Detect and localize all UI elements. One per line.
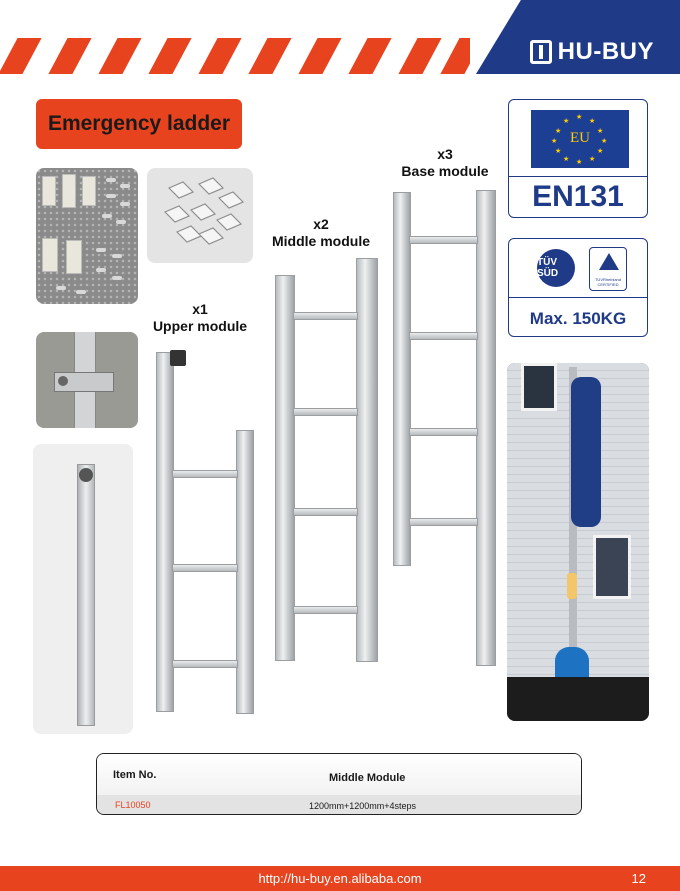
page-title: Emergency ladder bbox=[36, 99, 242, 149]
row-description: 1200mm+1200mm+4steps bbox=[309, 801, 417, 811]
header-module: Middle Module bbox=[329, 772, 406, 784]
en131-standard: EN131 bbox=[532, 180, 624, 213]
header-item-no: Item No. bbox=[113, 769, 157, 781]
middle-module-qty: x2 bbox=[313, 216, 329, 232]
brand-logo bbox=[530, 38, 654, 66]
eu-flag-icon: ★ ★ ★ ★ ★ ★ ★ ★ ★ ★ ★ ★ EU bbox=[531, 110, 629, 168]
hardware-kit-photo bbox=[36, 168, 138, 304]
en131-certification-box bbox=[508, 99, 648, 218]
middle-module-label bbox=[261, 216, 381, 250]
page-number: 12 bbox=[631, 871, 646, 886]
tuv-cert-label: TÜVRheinland CERTIFIED bbox=[594, 277, 621, 287]
eu-label: EU bbox=[570, 130, 590, 146]
folded-ladder-photo bbox=[33, 444, 133, 734]
upper-module-name: Upper module bbox=[152, 318, 248, 334]
spec-table bbox=[96, 753, 582, 815]
tuv-rheinland-certified-icon bbox=[589, 247, 627, 291]
footer-url-link[interactable]: http://hu-buy.en.alibaba.com bbox=[258, 871, 422, 886]
max-load: Max. 150KG bbox=[529, 309, 627, 328]
base-module-label bbox=[385, 146, 505, 180]
load-certification-box bbox=[508, 238, 648, 337]
upper-module-qty: x1 bbox=[192, 301, 208, 317]
brand-mark-icon bbox=[530, 40, 552, 64]
tuv-sud-badge-icon: TÜV SÜD bbox=[537, 249, 575, 287]
table-header bbox=[97, 754, 581, 795]
footer bbox=[0, 866, 680, 891]
brand-name: HU-BUY bbox=[557, 38, 654, 65]
ladder-in-use-photo bbox=[507, 363, 649, 721]
base-module-qty: x3 bbox=[437, 146, 453, 162]
clamp-detail-photo bbox=[36, 332, 138, 428]
base-module-name: Base module bbox=[401, 163, 489, 179]
row-item-no: FL10050 bbox=[115, 800, 151, 810]
middle-module-name: Middle module bbox=[272, 233, 370, 249]
upper-module-label bbox=[140, 301, 260, 335]
table-row bbox=[97, 795, 581, 815]
brackets-photo bbox=[147, 168, 253, 263]
header-stripes bbox=[0, 38, 470, 74]
